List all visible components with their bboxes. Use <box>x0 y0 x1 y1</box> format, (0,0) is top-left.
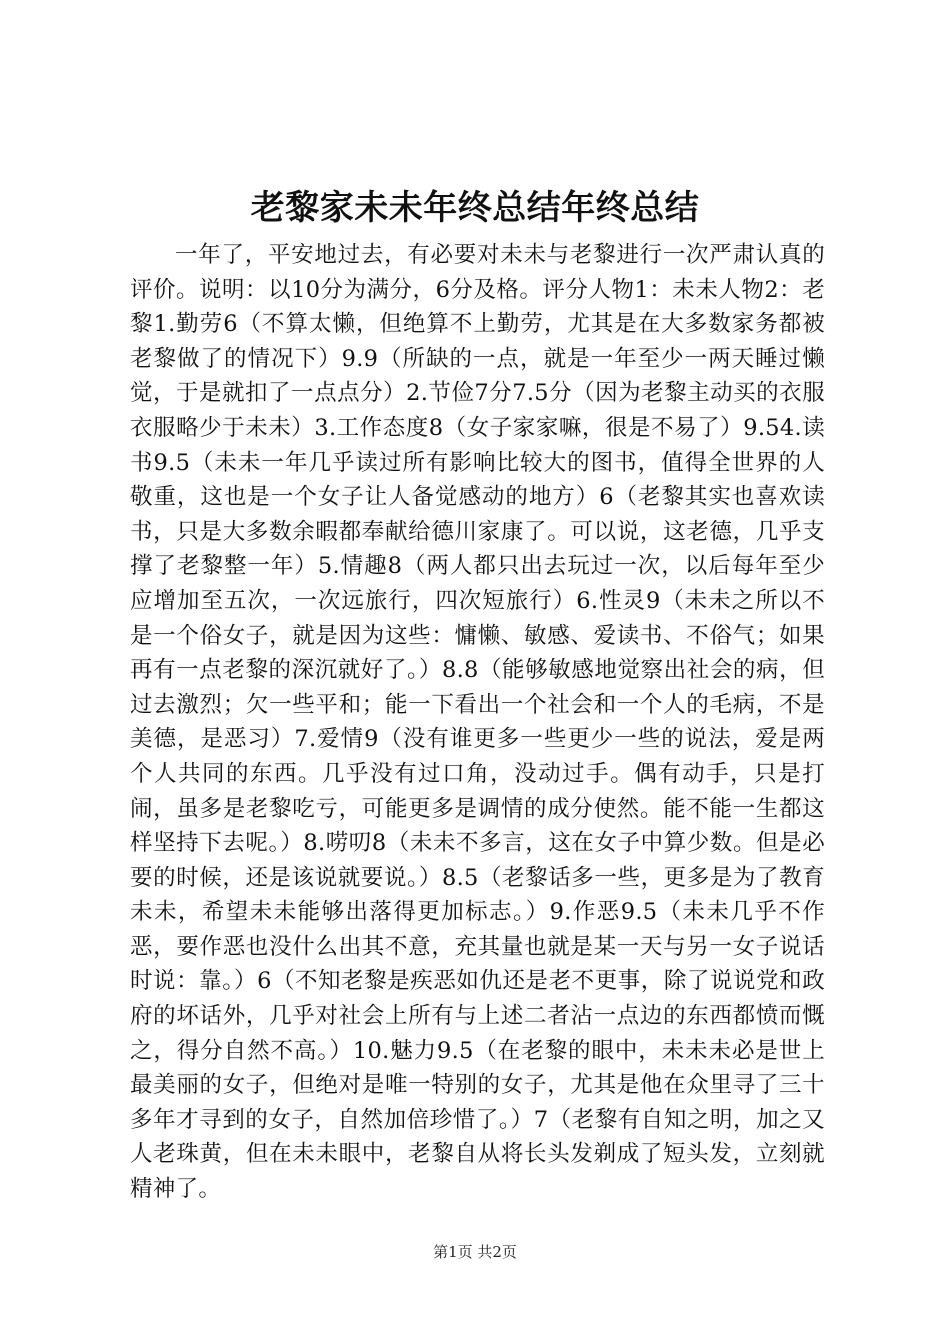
document-title: 老黎家未未年终总结年终总结 <box>250 188 700 228</box>
document-body-paragraph: 一年了，平安地过去，有必要对未未与老黎进行一次严肃认真的评价。说明：以10分为满分，6分及格。评分人物1：未未人物2：老黎1.勤劳6（不算太懒，但绝算不上勤劳，尤其是在大多数家务都被老黎做了的情况下）9.9（所缺的一点，就是一年至少一两天睡过懒觉，于是就扣了一点点分）2.节俭7分7.5分（因为老黎主动买的衣服衣服略少于未未）3.工作态度8（女子家家嘛，很是不易了）9.54.读书9.5（未未一年几乎读过所有影响比较大的图书，值得全世界的人敬重，这也是一个女子让人备觉感动的地方）6（老黎其实也喜欢读书，只是大多数余暇都奉献给德川家康了。可以说，这老德，几乎支撑了老黎整一年）5.情趣8（两人都只出去玩过一次，以后每年至少应增加至五次，一次远旅行，四次短旅行）6.性灵9（未未之所以不是一个俗女子，就是因为这些：慵懒、敏感、爱读书、不俗气；如果再有一点老黎的深沉就好了。）8.8（能够敏感地觉察出社会的病，但过去激烈；欠一些平和；能一下看出一个社会和一个人的毛病，不是美德，是恶习）7.爱情9（没有谁更多一些更少一些的说法，爱是两个人共同的东西。几乎没有过口角，没动过手。偶有动手，只是打闹，虽多是老黎吃亏，可能更多是调情的成分使然。能不能一生都这样坚持下去呢。）8.唠叨8（未未不多言，这在女子中算少数。但是必要的时候，还是该说就要说。）8.5（老黎话多一些，更多是为了教育未未，希望未未能够出落得更加标志。）9.作恶9.5（未未几乎不作恶，要作恶也没什么出其不意，充其量也就是某一天与另一女子说话时说：靠。）6（不知老黎是疾恶如仇还是老不更事，除了说说党和政府的坏话外，几乎对社会上所有与上述二者沾一点边的东西都愤而慨之，得分自然不高。）10.魅力9.5（在老黎的眼中，未未未必是世上最美丽的女子，但绝对是唯一特别的女子，尤其是他在众里寻了三十多年才寻到的女子，自然加倍珍惜了。）7（老黎有自知之明，加之又人老珠黄，但在未未眼中，老黎自从将长头发剃成了短头发，立刻就精神了。 <box>130 242 825 1203</box>
page-number-footer: 第1页 共2页 <box>433 1243 517 1261</box>
